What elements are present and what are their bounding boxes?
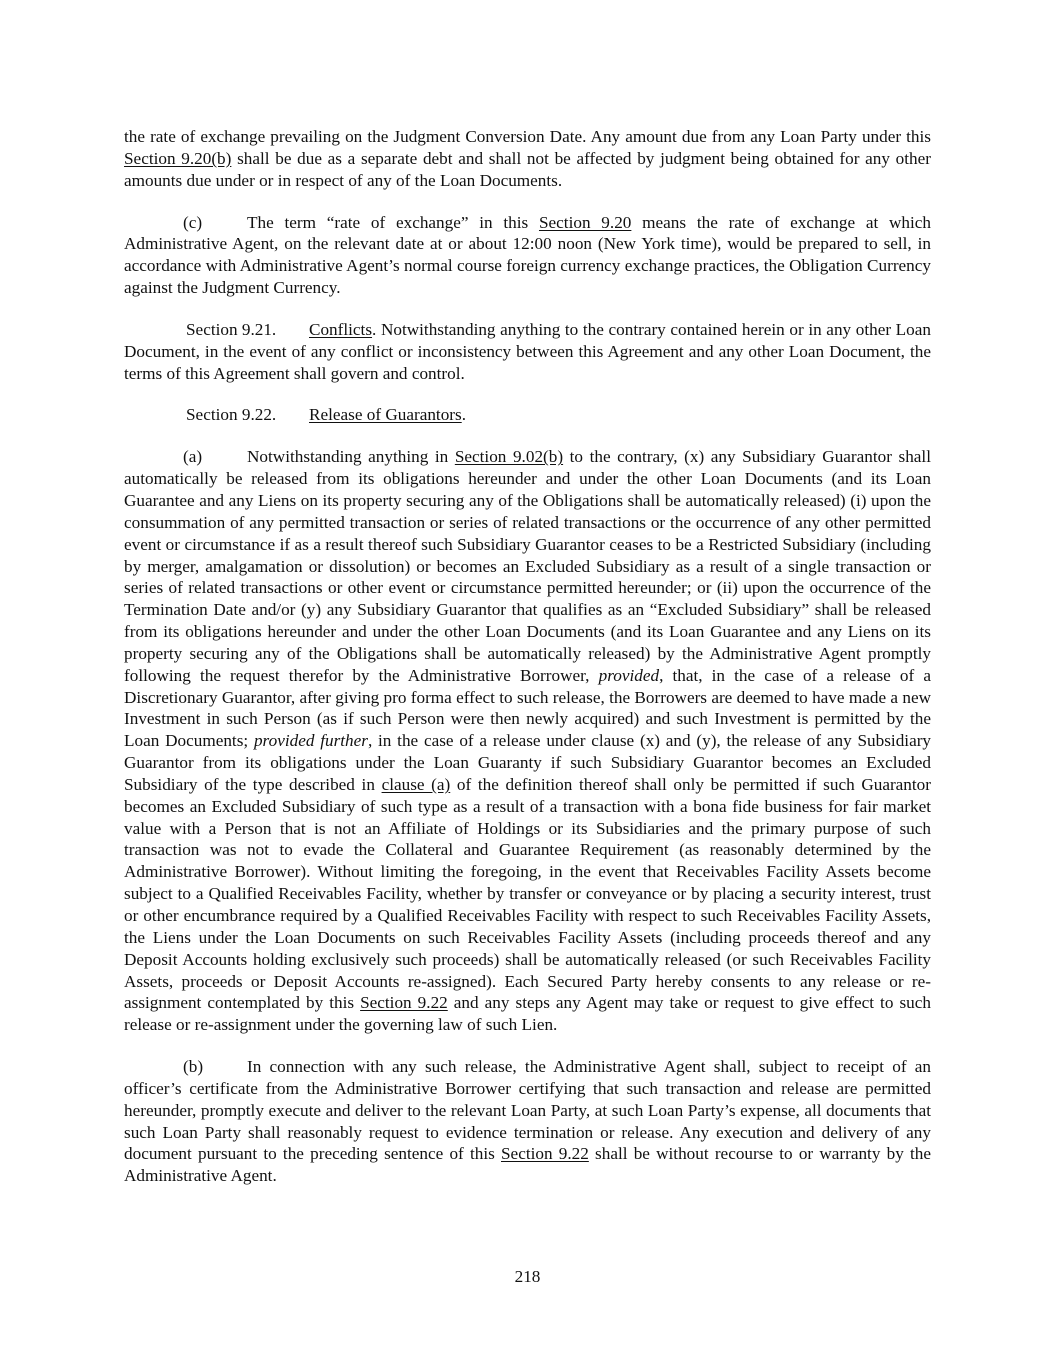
- section-9-21: [124, 319, 931, 385]
- section-reference: Section 9.20: [538, 212, 632, 232]
- section-reference: Section 9.02(b): [454, 447, 564, 467]
- paragraph-c: [124, 212, 931, 299]
- clause-label: (c): [183, 212, 203, 232]
- section-reference: Section 9.20(b): [124, 148, 232, 168]
- section-9-22-heading: [124, 404, 931, 426]
- section-title: Conflicts: [309, 319, 373, 339]
- paragraph-text: means the rate of exchange at which Administrative Agent, on the relevant date at or about 12:00 noon (New York time), would be prepared to sell, in accordance with Administrative Agent’s normal course foreign currency exchange practices, the Obligation Currency against the Judgment Currency.: [124, 212, 932, 298]
- paragraph-text: to the contrary, (x) any Subsidiary Guarantor shall automatically be released from its obligations hereunder and under the other Loan Documents (and its Loan Guarantee and any Liens on its property securing any of the Obligations shall be automatically released) (i) upon the consummation of any permitted transaction or series of related transactions or the occurrence of any other permitted event or circumstance if as a result thereof such Subsidiary Guarantor ceases to be a Restricted Subsidiary (including by merger, amalgamation or dissolution) or becomes an Excluded Subsidiary as a result of a single transaction or series of related transactions or other event or circumstance permitted hereunder; or (ii) upon the occurrence of the Termination Date and/or (y) any Subsidiary Guarantor that qualifies as an “Excluded Subsidiary” shall be released from its obligations hereunder and under the other Loan Documents (and its Loan Guarantee and any Liens on its property securing any of the Obligations shall be automatically released) by the Administrative Agent promptly following the request therefor by the Administrative Borrower,: [124, 447, 931, 685]
- paragraph-text: of the definition thereof shall only be permitted if such Guarantor becomes an Excluded Subsidiary of such type as a result of a transaction with a bona fide business for fair market value with a Person that is not an Affiliate of Holdings or its Subsidiaries and the primary purpose of such transaction was not to evade the Collateral and Guarantee Requirement (as reasonably determined by the Administrative Borrower). Without limiting the foregoing, in the event that Receivables Facility Assets become subject to a Qualified Receivables Facility, whether by transfer or conveyance or by placing a security interest, trust or other encumbrance required by a Qualified Receivables Facility with respect to such Receivables Facility Assets, the Liens under the Loan Documents on such Receivables Facility Assets (including proceeds thereof and any Deposit Accounts holding exclusively such proceeds) shall be automatically released (or such Receivables Facility Assets, proceeds or Deposit Accounts re-assigned). Each Secured Party hereby consents to any release or re-assignment contemplated by this: [124, 774, 931, 1013]
- section-title: Release of Guarantors: [309, 405, 462, 425]
- document-page: [124, 126, 931, 1207]
- clause-reference: clause (a): [381, 774, 451, 794]
- section-reference: Section 9.22: [360, 993, 448, 1013]
- italic-term: provided further: [253, 731, 368, 751]
- paragraph-b: [124, 1056, 931, 1187]
- paragraph-text: shall be due as a separate debt and shall not be affected by judgment being obtained for any other amounts due under or in respect of any of the Loan Documents.: [124, 148, 931, 190]
- heading-period: .: [461, 405, 467, 425]
- page-number: 218: [514, 1267, 541, 1286]
- paragraph-text: . Notwithstanding anything to the contrary contained herein or in any other Loan Document, in the event of any conflict or inconsistency between this Agreement and any other Loan Document, the terms of this Agreement shall govern and control.: [124, 319, 931, 383]
- paragraph-text: The term “rate of exchange” in this: [247, 212, 539, 232]
- section-number: Section 9.21.: [186, 319, 277, 339]
- paragraph-text: In connection with any such release, the Administrative Agent shall, subject to receipt of an officer’s certificate from the Administrative Borrower certifying that such transaction and release are permitted hereunder, promptly execute and deliver to the relevant Loan Party, at such Loan Party’s expense, all documents that such Loan Party shall reasonably request to evidence termination or release. Any execution and delivery of any document pursuant to the preceding sentence of this: [124, 1057, 931, 1164]
- section-reference: Section 9.22: [501, 1144, 589, 1164]
- paragraph-text: and any steps any Agent may take or request to give effect to such release or re-assignment under the governing law of such Lien.: [124, 993, 931, 1035]
- paragraph-text: Notwithstanding anything in: [247, 447, 455, 467]
- paragraph-text: shall be without recourse to or warranty by the Administrative Agent.: [124, 1144, 931, 1186]
- paragraph-text: the rate of exchange prevailing on the Judgment Conversion Date. Any amount due from any Loan Party under this: [124, 127, 931, 146]
- paragraph-continuation: [124, 126, 931, 192]
- paragraph-text: , that, in the case of a release of a Discretionary Guarantor, after giving pro forma effect to such release, the Borrowers are deemed to have made a new Investment in such Person (as if such Person were then newly acquired) and such Investment is permitted by the Loan Documents;: [124, 665, 931, 751]
- clause-label: (b): [183, 1057, 204, 1077]
- paragraph-a: [124, 446, 931, 1036]
- paragraph-text: , in the case of a release under clause (x) and (y), the release of any Subsidiary Guarantor from its obligations under the Loan Guaranty if such Subsidiary Guarantor becomes an Excluded Subsidiary of the type described in: [124, 731, 932, 794]
- section-number: Section 9.22.: [186, 405, 277, 425]
- italic-term: provided: [598, 665, 660, 685]
- clause-label: (a): [183, 447, 203, 467]
